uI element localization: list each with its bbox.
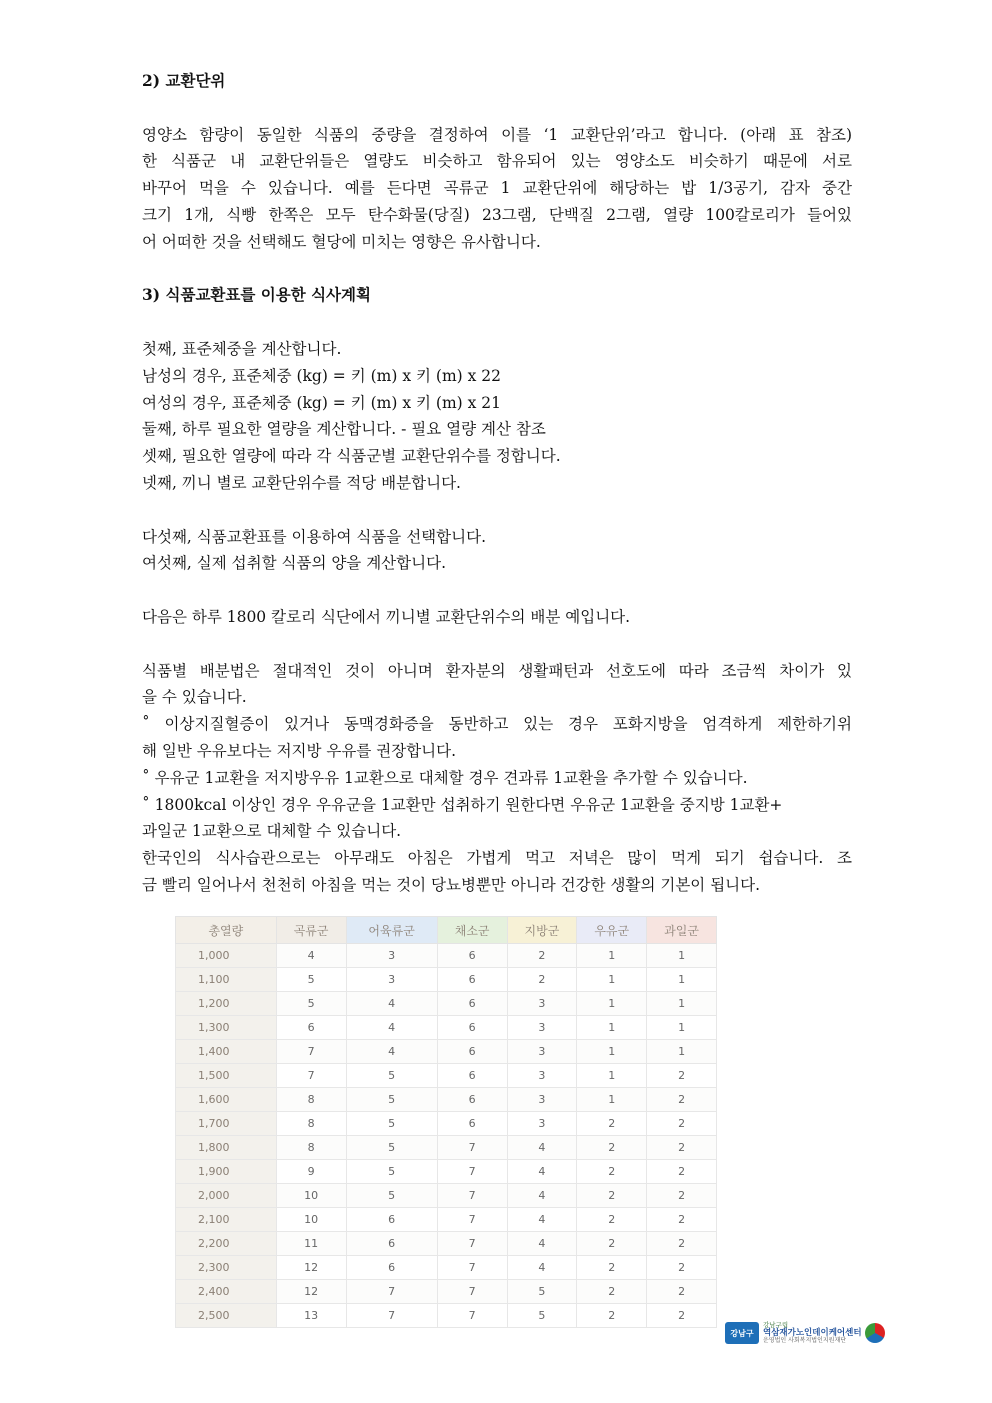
total-calorie-cell: 2,500 [176, 1304, 277, 1328]
exchange-count-cell: 2 [577, 1280, 647, 1304]
exchange-count-cell: 2 [647, 1088, 717, 1112]
table-row [176, 1256, 717, 1280]
total-calorie-cell: 1,300 [176, 1016, 277, 1040]
exchange-count-cell: 2 [647, 1256, 717, 1280]
exchange-count-cell: 2 [647, 1112, 717, 1136]
total-calorie-cell: 1,000 [176, 944, 277, 968]
table-row [176, 1064, 717, 1088]
exchange-count-cell: 4 [507, 1256, 577, 1280]
exchange-count-cell: 5 [346, 1160, 437, 1184]
exchange-count-cell: 2 [577, 1256, 647, 1280]
exchange-count-cell: 2 [647, 1160, 717, 1184]
total-calorie-cell: 1,900 [176, 1160, 277, 1184]
exchange-count-cell: 2 [647, 1232, 717, 1256]
exchange-count-cell: 2 [647, 1184, 717, 1208]
blank-line [142, 631, 852, 658]
paragraph-line: 영양소 함량이 동일한 식품의 중량을 결정하여 이를 ‘1 교환단위’라고 합니다. (아래 표 참조) [142, 125, 852, 144]
logo-small-text: 강남구립 [763, 1320, 789, 1329]
exchange-count-cell: 3 [507, 992, 577, 1016]
exchange-count-cell: 7 [437, 1208, 507, 1232]
exchange-count-cell: 1 [577, 1088, 647, 1112]
table-header-row [176, 917, 717, 944]
column-header: 지방군 [507, 917, 577, 944]
blank-line [142, 95, 852, 122]
exchange-count-cell: 3 [346, 968, 437, 992]
column-header: 우유군 [577, 917, 647, 944]
exchange-count-cell: 1 [577, 968, 647, 992]
exchange-count-cell: 2 [507, 944, 577, 968]
total-calorie-cell: 1,100 [176, 968, 277, 992]
exchange-count-cell: 2 [647, 1136, 717, 1160]
exchange-count-cell: 6 [437, 944, 507, 968]
exchange-count-cell: 5 [346, 1136, 437, 1160]
exchange-count-cell: 4 [507, 1184, 577, 1208]
exchange-count-cell: 4 [507, 1136, 577, 1160]
note-line: 해 일반 우유보다는 저지방 우유를 권장합니다. [142, 741, 457, 760]
exchange-count-cell: 4 [507, 1208, 577, 1232]
exchange-count-cell: 7 [437, 1136, 507, 1160]
column-header: 어육류군 [346, 917, 437, 944]
exchange-count-cell: 2 [577, 1136, 647, 1160]
table-row [176, 1184, 717, 1208]
exchange-count-cell: 12 [276, 1280, 346, 1304]
exchange-count-cell: 6 [437, 1112, 507, 1136]
exchange-count-cell: 7 [437, 1232, 507, 1256]
step-line: 넷째, 끼니 별로 교환단위수를 적당 배분합니다. [142, 473, 461, 492]
step-line: 둘째, 하루 필요한 열량을 계산합니다. - 필요 열량 계산 참조 [142, 420, 546, 439]
exchange-count-cell: 1 [647, 968, 717, 992]
exchange-count-cell: 3 [507, 1088, 577, 1112]
exchange-count-cell: 3 [507, 1112, 577, 1136]
exchange-count-cell: 11 [276, 1232, 346, 1256]
exchange-count-cell: 7 [276, 1064, 346, 1088]
blank-line [142, 497, 852, 524]
table-row [176, 1040, 717, 1064]
note-line: 식품별 배분법은 절대적인 것이 아니며 환자분의 생활패턴과 선호도에 따라 조금씩 차이가 있 [142, 661, 852, 680]
blank-line [142, 256, 852, 283]
exchange-count-cell: 7 [346, 1304, 437, 1328]
logo-sub-text: 운영법인 사회복지법인지원재단 [763, 1336, 847, 1344]
exchange-count-cell: 7 [276, 1040, 346, 1064]
exchange-count-cell: 5 [346, 1112, 437, 1136]
total-calorie-cell: 1,600 [176, 1088, 277, 1112]
blank-line [142, 309, 852, 336]
table-row [176, 1112, 717, 1136]
exchange-count-cell: 9 [276, 1160, 346, 1184]
exchange-count-cell: 3 [507, 1040, 577, 1064]
exchange-count-cell: 3 [507, 1016, 577, 1040]
table-row [176, 1232, 717, 1256]
logo-main-text: 역삼재가노인데이케어센터 [763, 1327, 862, 1338]
exchange-count-cell: 2 [647, 1064, 717, 1088]
exchange-count-cell: 6 [346, 1232, 437, 1256]
total-calorie-cell: 1,200 [176, 992, 277, 1016]
table-row [176, 1016, 717, 1040]
exchange-count-cell: 2 [647, 1280, 717, 1304]
exchange-count-cell: 2 [507, 968, 577, 992]
section-heading: 3) 식품교환표를 이용한 식사계획 [142, 285, 371, 305]
total-calorie-cell: 1,400 [176, 1040, 277, 1064]
exchange-count-cell: 1 [577, 992, 647, 1016]
column-header: 총열량 [176, 917, 277, 944]
table-body [176, 944, 717, 1328]
note-line: ˚ 이상지질혈증이 있거나 동맥경화증을 동반하고 있는 경우 포화지방을 엄격하게 제한하기위 [142, 715, 852, 734]
table-row [176, 1136, 717, 1160]
exchange-count-cell: 1 [647, 992, 717, 1016]
note-line: 과일군 1교환으로 대체할 수 있습니다. [142, 822, 402, 841]
exchange-count-cell: 6 [437, 1016, 507, 1040]
exchange-count-cell: 8 [276, 1136, 346, 1160]
exchange-count-cell: 8 [276, 1088, 346, 1112]
exchange-count-cell: 1 [647, 1016, 717, 1040]
total-calorie-cell: 2,000 [176, 1184, 277, 1208]
note-line: 금 빨리 일어나서 천천히 아침을 먹는 것이 당뇨병뿐만 아니라 건강한 생활의 기본이 됩니다. [142, 875, 761, 894]
exchange-count-cell: 6 [437, 1040, 507, 1064]
table-row [176, 1208, 717, 1232]
blank-line [142, 577, 852, 604]
paragraph-line: 크기 1개, 식빵 한쪽은 모두 탄수화물(당질) 23그램, 단백질 2그램, 열량 100칼로리가 들어있 [142, 205, 852, 224]
exchange-count-cell: 7 [437, 1304, 507, 1328]
total-calorie-cell: 1,800 [176, 1136, 277, 1160]
exchange-count-cell: 2 [577, 1304, 647, 1328]
exchange-count-cell: 7 [437, 1280, 507, 1304]
exchange-count-cell: 1 [647, 1040, 717, 1064]
paragraph-line: 어 어떠한 것을 선택해도 혈당에 미치는 영향은 유사합니다. [142, 232, 541, 251]
column-header: 채소군 [437, 917, 507, 944]
exchange-count-cell: 13 [276, 1304, 346, 1328]
paragraph-line: 바꾸어 먹을 수 있습니다. 예를 든다면 곡류군 1 교환단위에 해당하는 밥 1/3공기, 감자 중간 [142, 179, 852, 198]
step-line: 여섯째, 실제 섭취할 식품의 양을 계산합니다. [142, 554, 447, 573]
column-header: 과일군 [647, 917, 717, 944]
total-calorie-cell: 2,300 [176, 1256, 277, 1280]
total-calorie-cell: 1,700 [176, 1112, 277, 1136]
step-line: 다섯째, 식품교환표를 이용하여 식품을 선택합니다. [142, 527, 486, 546]
step-line: 첫째, 표준체중을 계산합니다. [142, 339, 342, 358]
paragraph-line: 한 식품군 내 교환단위들은 열량도 비슷하고 함유되어 있는 영양소도 비슷하기 때문에 서로 [142, 152, 852, 171]
exchange-count-cell: 1 [577, 944, 647, 968]
step-line: 셋째, 필요한 열량에 따라 각 식품군별 교환단위수를 정합니다. [142, 447, 561, 466]
exchange-table-wrap [175, 916, 717, 1328]
table-row [176, 1280, 717, 1304]
exchange-count-cell: 7 [437, 1256, 507, 1280]
exchange-count-cell: 6 [276, 1016, 346, 1040]
total-calorie-cell: 2,400 [176, 1280, 277, 1304]
table-row [176, 968, 717, 992]
exchange-count-cell: 5 [507, 1304, 577, 1328]
exchange-count-cell: 2 [577, 1160, 647, 1184]
exchange-count-cell: 2 [647, 1304, 717, 1328]
exchange-count-cell: 6 [346, 1208, 437, 1232]
column-header: 곡류군 [276, 917, 346, 944]
exchange-count-cell: 4 [346, 1040, 437, 1064]
exchange-count-cell: 3 [507, 1064, 577, 1088]
exchange-count-cell: 2 [577, 1184, 647, 1208]
table-row [176, 1160, 717, 1184]
exchange-count-cell: 4 [346, 1016, 437, 1040]
step-line: 여성의 경우, 표준체중 (kg) = 키 (m) x 키 (m) x 21 [142, 393, 502, 412]
exchange-count-cell: 2 [577, 1112, 647, 1136]
logo-emblem-icon [865, 1323, 885, 1343]
total-calorie-cell: 2,200 [176, 1232, 277, 1256]
exchange-count-cell: 6 [346, 1256, 437, 1280]
exchange-count-cell: 7 [437, 1184, 507, 1208]
exchange-count-cell: 1 [647, 944, 717, 968]
logo-text [763, 1322, 862, 1344]
table-row [176, 992, 717, 1016]
note-line: ˚ 우유군 1교환을 저지방우유 1교환으로 대체할 경우 견과류 1교환을 추가할 수 있습니다. [142, 768, 748, 787]
exchange-count-cell: 8 [276, 1112, 346, 1136]
exchange-count-cell: 10 [276, 1184, 346, 1208]
exchange-count-cell: 4 [346, 992, 437, 1016]
exchange-count-cell: 2 [577, 1232, 647, 1256]
exchange-count-cell: 6 [437, 992, 507, 1016]
note-line: ˚ 1800kcal 이상인 경우 우유군을 1교환만 섭취하기 원한다면 우유군 1교환을 중지방 1교환+ [142, 795, 783, 814]
table-row [176, 1304, 717, 1328]
exchange-count-cell: 2 [647, 1208, 717, 1232]
exchange-count-cell: 7 [437, 1160, 507, 1184]
section-heading: 2) 교환단위 [142, 71, 226, 90]
exchange-count-cell: 6 [437, 968, 507, 992]
table-row [176, 944, 717, 968]
note-line: 을 수 있습니다. [142, 688, 247, 707]
table-row [176, 1088, 717, 1112]
exchange-count-cell: 7 [346, 1280, 437, 1304]
text-body [142, 68, 852, 899]
exchange-count-cell: 6 [437, 1064, 507, 1088]
exchange-count-cell: 1 [577, 1016, 647, 1040]
district-logo-mark: 강남구 [725, 1322, 759, 1344]
exchange-count-cell: 5 [346, 1184, 437, 1208]
total-calorie-cell: 2,100 [176, 1208, 277, 1232]
exchange-count-cell: 3 [346, 944, 437, 968]
exchange-count-cell: 4 [507, 1232, 577, 1256]
exchange-count-cell: 4 [507, 1160, 577, 1184]
exchange-count-cell: 5 [346, 1064, 437, 1088]
example-intro: 다음은 하루 1800 칼로리 식단에서 끼니별 교환단위수의 배분 예입니다. [142, 607, 631, 626]
exchange-count-cell: 5 [346, 1088, 437, 1112]
exchange-count-cell: 1 [577, 1040, 647, 1064]
note-line: 한국인의 식사습관으로는 아무래도 아침은 가볍게 먹고 저녁은 많이 먹게 되기 쉽습니다. 조 [142, 849, 852, 868]
exchange-count-cell: 12 [276, 1256, 346, 1280]
center-logo [725, 1318, 888, 1348]
exchange-count-cell: 1 [577, 1064, 647, 1088]
exchange-count-cell: 2 [577, 1208, 647, 1232]
total-calorie-cell: 1,500 [176, 1064, 277, 1088]
exchange-count-cell: 5 [507, 1280, 577, 1304]
exchange-unit-table [175, 916, 717, 1328]
exchange-count-cell: 6 [437, 1088, 507, 1112]
exchange-count-cell: 4 [276, 944, 346, 968]
exchange-count-cell: 5 [276, 992, 346, 1016]
step-line: 남성의 경우, 표준체중 (kg) = 키 (m) x 키 (m) x 22 [142, 366, 502, 385]
exchange-count-cell: 5 [276, 968, 346, 992]
exchange-count-cell: 10 [276, 1208, 346, 1232]
